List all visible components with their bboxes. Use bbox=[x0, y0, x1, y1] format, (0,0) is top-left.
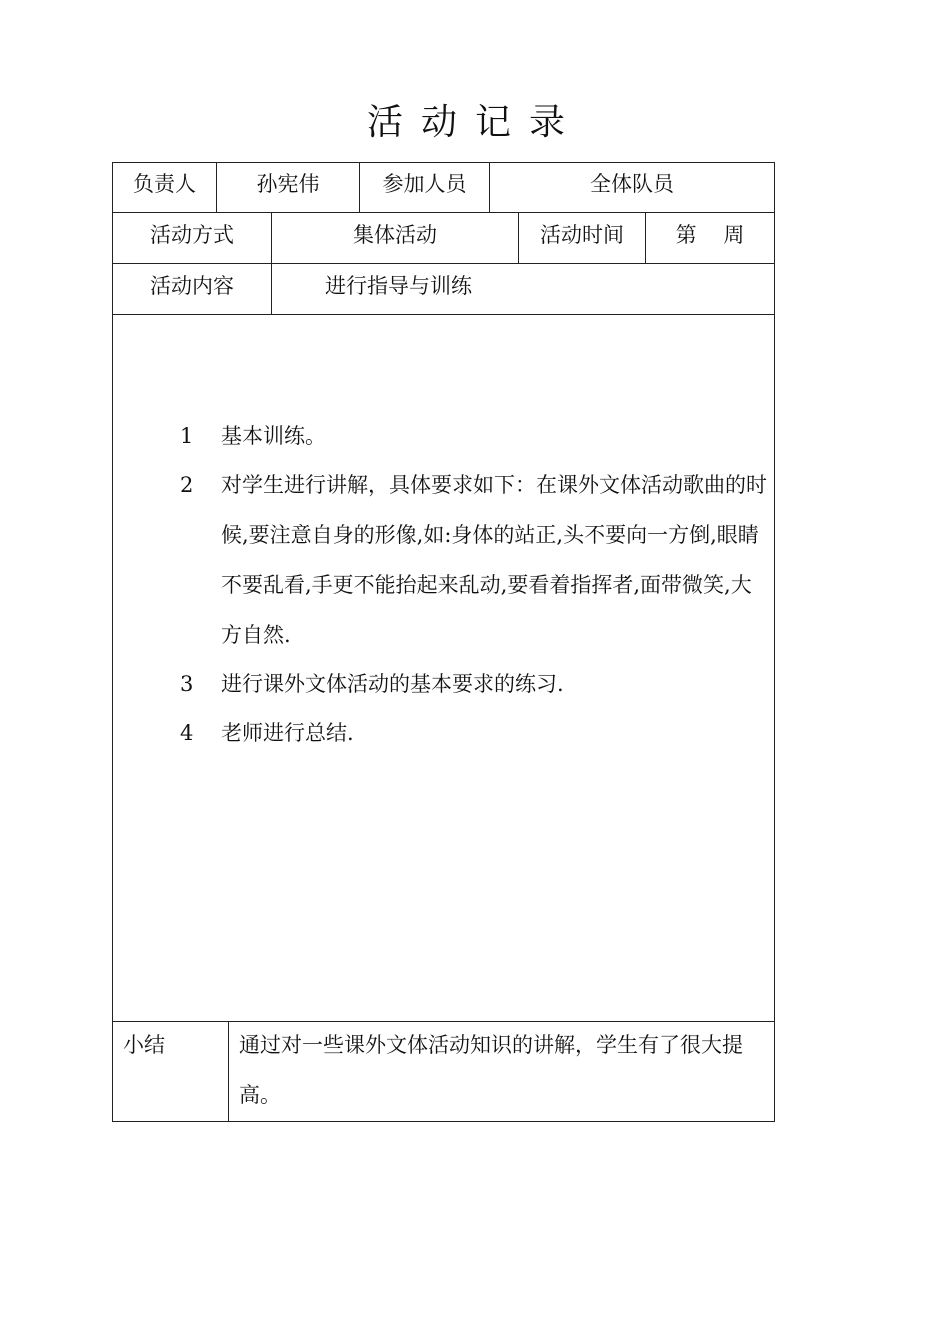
list-item-number: 3 bbox=[180, 672, 194, 696]
participants-value: 全体队员 bbox=[590, 172, 674, 196]
participants-label: 参加人员 bbox=[382, 172, 467, 196]
responsible-value: 孙宪伟 bbox=[256, 172, 320, 196]
time-value: 第 周 bbox=[675, 223, 745, 247]
content-label: 活动内容 bbox=[150, 274, 234, 298]
mode-value: 集体活动 bbox=[353, 223, 437, 247]
time-label: 活动时间 bbox=[540, 223, 624, 247]
content-value: 进行指导与训练 bbox=[325, 274, 472, 298]
mode-label: 活动方式 bbox=[150, 223, 234, 247]
list-item-text: 对学生进行讲解，具体要求如下：在课外文体活动歌曲的时候,要注意自身的形像,如:身体的站正,头不要向一方倒,眼睛不要乱看,手更不能抬起来乱动,要看着指挥者,面带微笑,大方自然. bbox=[221, 473, 767, 647]
list-item-number: 2 bbox=[180, 473, 194, 497]
responsible-label: 负责人 bbox=[133, 172, 196, 196]
list-item-text: 进行课外文体活动的基本要求的练习. bbox=[221, 672, 564, 696]
row-divider-2 bbox=[112, 263, 775, 264]
summary-text: 通过对一些课外文体活动知识的讲解，学生有了很大提高。 bbox=[239, 1033, 743, 1107]
col-divider bbox=[271, 263, 272, 314]
list-item-number: 4 bbox=[180, 721, 194, 745]
list-item-text: 老师进行总结. bbox=[221, 721, 354, 745]
list-item-number: 1 bbox=[180, 424, 194, 448]
row-divider-1 bbox=[112, 212, 775, 213]
list-item-text: 基本训练。 bbox=[221, 424, 326, 448]
row-divider-3 bbox=[112, 314, 775, 315]
page-title: 活动记录 bbox=[366, 102, 583, 143]
summary-label: 小结 bbox=[123, 1033, 165, 1057]
col-divider bbox=[228, 1021, 229, 1122]
